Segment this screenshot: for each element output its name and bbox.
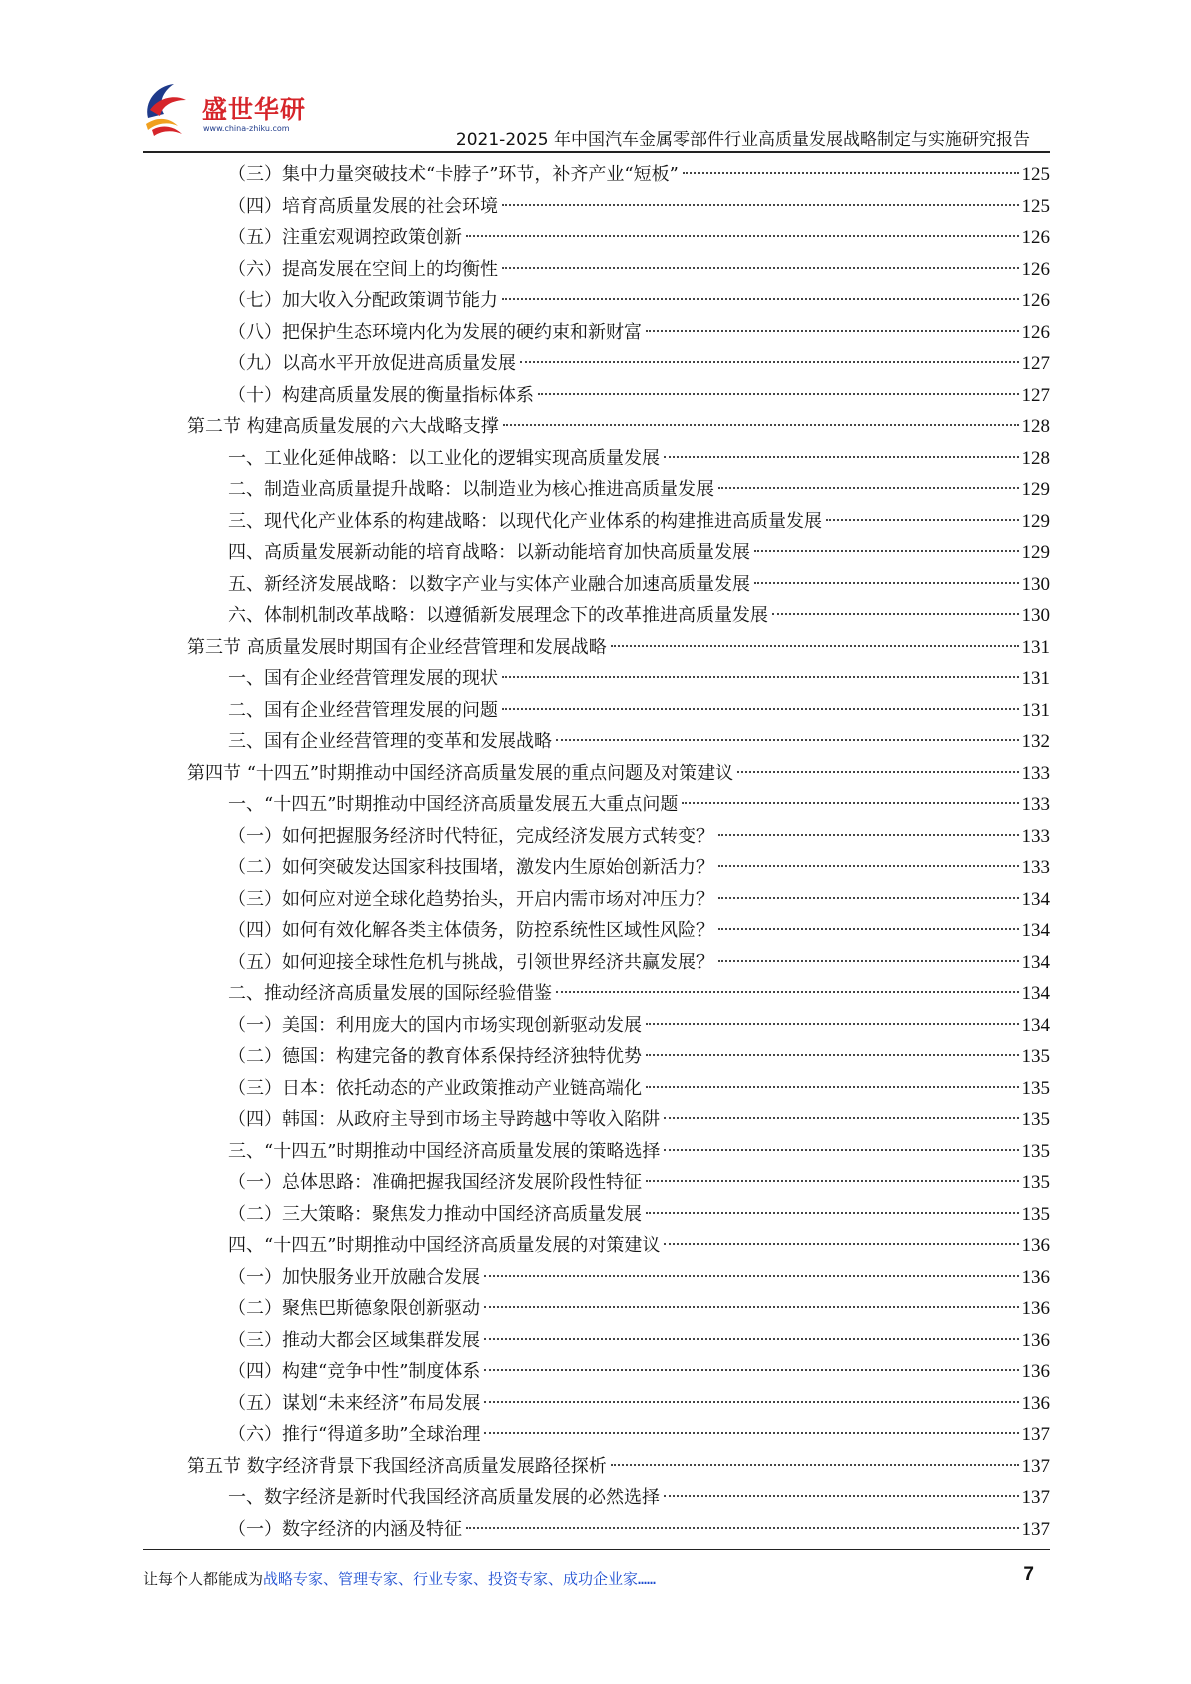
toc-entry-label: （一）数字经济的内涵及特征 [228, 1518, 462, 1540]
toc-entry-label: 二、制造业高质量提升战略：以制造业为核心推进高质量发展 [228, 479, 714, 500]
toc-entry-page: 135 [1021, 1077, 1050, 1099]
toc-entry-label: 三、国有企业经营管理的变革和发展战略 [228, 731, 552, 752]
toc-entry-page: 133 [1021, 857, 1050, 878]
toc-dot-leader [664, 1243, 1018, 1245]
toc-dot-leader [502, 298, 1019, 300]
toc-dot-leader [484, 1338, 1019, 1340]
toc-entry-page: 126 [1021, 290, 1050, 311]
toc-dot-leader [503, 424, 1019, 426]
report-title: 2021-2025 年中国汽车金属零部件行业高质量发展战略制定与实施研究报告 [455, 130, 1030, 150]
toc-entry-page: 135 [1021, 1109, 1050, 1130]
toc-entry[interactable] [187, 569, 1050, 601]
toc-dot-leader [484, 1306, 1019, 1308]
toc-entry[interactable] [187, 1356, 1050, 1388]
toc-entry-label: （十）构建高质量发展的衡量指标体系 [228, 384, 534, 406]
toc-entry-label: （五）谋划“未来经济”布局发展 [228, 1392, 481, 1414]
toc-dot-leader [502, 204, 1019, 206]
toc-entry[interactable] [187, 1167, 1050, 1199]
toc-entry-page: 131 [1021, 668, 1050, 689]
toc-dot-leader [718, 928, 1019, 930]
toc-entry[interactable] [187, 1388, 1050, 1420]
toc-dot-leader [718, 865, 1019, 867]
toc-dot-leader [611, 1464, 1019, 1466]
toc-entry-page: 130 [1021, 605, 1050, 626]
toc-entry[interactable] [187, 821, 1050, 853]
toc-entry-page: 131 [1021, 699, 1050, 721]
toc-entry-page: 136 [1021, 1392, 1050, 1414]
logo-text: 盛世华研 [202, 95, 307, 124]
footer-slogan [143, 1568, 656, 1589]
toc-entry[interactable] [187, 1262, 1050, 1294]
toc-dot-leader [466, 235, 1019, 237]
toc-dot-leader [646, 1086, 1019, 1088]
toc-entry[interactable] [187, 1514, 1050, 1546]
toc-entry[interactable] [187, 1451, 1050, 1483]
toc-dot-leader [502, 708, 1019, 710]
toc-entry-page: 135 [1021, 1203, 1050, 1225]
toc-entry-label: （六）推行“得道多助”全球治理 [228, 1424, 481, 1445]
toc-dot-leader [682, 802, 1018, 804]
toc-entry-page: 126 [1021, 227, 1050, 248]
toc-entry-page: 135 [1021, 1046, 1050, 1067]
toc-entry[interactable] [187, 1199, 1050, 1231]
toc-dot-leader [646, 1180, 1019, 1182]
toc-entry-label: （三）日本：依托动态的产业政策推动产业链高端化 [228, 1077, 642, 1099]
toc-entry[interactable] [187, 537, 1050, 569]
toc-entry[interactable] [187, 443, 1050, 475]
toc-entry-page: 127 [1021, 384, 1050, 406]
toc-dot-leader [718, 960, 1019, 962]
toc-entry-page: 136 [1021, 1361, 1050, 1382]
toc-entry-label: （四）如何有效化解各类主体债务，防控系统性区域性风险？ [228, 920, 714, 941]
toc-entry-page: 128 [1021, 416, 1050, 437]
toc-dot-leader [718, 834, 1019, 836]
toc-entry[interactable] [187, 411, 1050, 443]
toc-dot-leader [611, 645, 1019, 647]
toc-entry[interactable] [187, 663, 1050, 695]
toc-dot-leader [664, 1117, 1019, 1119]
toc-dot-leader [646, 1212, 1019, 1214]
toc-dot-leader [718, 897, 1019, 899]
toc-entry-page: 137 [1021, 1518, 1050, 1540]
toc-entry[interactable] [187, 348, 1050, 380]
toc-entry[interactable] [187, 947, 1050, 979]
toc-entry-label: （三）集中力量突破技术“卡脖子”环节，补齐产业“短板” [228, 164, 679, 185]
toc-dot-leader [754, 582, 1019, 584]
toc-entry-label: （九）以高水平开放促进高质量发展 [228, 353, 516, 374]
toc-entry-label: 第三节 高质量发展时期国有企业经营管理和发展战略 [187, 636, 607, 658]
footer-divider [143, 1549, 1050, 1550]
toc-entry-page: 136 [1021, 1235, 1050, 1256]
toc-entry-page: 137 [1021, 1487, 1050, 1508]
toc-entry-label: （二）聚焦巴斯德象限创新驱动 [228, 1298, 480, 1319]
toc-entry-label: （四）构建“竞争中性”制度体系 [228, 1361, 481, 1382]
toc-entry-label: 三、现代化产业体系的构建战略：以现代化产业体系的构建推进高质量发展 [228, 510, 822, 532]
toc-entry[interactable] [187, 1010, 1050, 1042]
toc-entry-page: 133 [1021, 762, 1050, 784]
toc-entry[interactable] [187, 632, 1050, 664]
toc-dot-leader [484, 1369, 1018, 1371]
toc-entry[interactable] [187, 474, 1050, 506]
toc-entry-label: 二、推动经济高质量发展的国际经验借鉴 [228, 983, 552, 1004]
toc-entry-page: 136 [1021, 1266, 1050, 1288]
toc-entry-page: 134 [1021, 983, 1050, 1004]
toc-dot-leader [502, 676, 1019, 678]
toc-entry-page: 133 [1021, 794, 1050, 815]
toc-entry-label: （一）如何把握服务经济时代特征，完成经济发展方式转变？ [228, 825, 714, 847]
toc-entry-page: 136 [1021, 1298, 1050, 1319]
toc-entry[interactable] [187, 1041, 1050, 1073]
toc-entry[interactable] [187, 285, 1050, 317]
toc-entry-label: （四）韩国：从政府主导到市场主导跨越中等收入陷阱 [228, 1109, 660, 1130]
toc-entry-page: 137 [1021, 1455, 1050, 1477]
toc-entry-page: 132 [1021, 731, 1050, 752]
table-of-contents [187, 159, 1050, 1545]
toc-entry-page: 134 [1021, 951, 1050, 973]
toc-entry-page: 133 [1021, 825, 1050, 847]
toc-entry-label: 五、新经济发展战略：以数字产业与实体产业融合加速高质量发展 [228, 573, 750, 595]
company-logo [140, 80, 320, 150]
toc-entry-label: （三）如何应对逆全球化趋势抬头，开启内需市场对冲压力？ [228, 888, 714, 910]
toc-dot-leader [466, 1527, 1019, 1529]
toc-entry[interactable] [187, 1230, 1050, 1262]
toc-entry[interactable] [187, 1419, 1050, 1451]
toc-entry-label: （四）培育高质量发展的社会环境 [228, 195, 498, 217]
toc-entry[interactable] [187, 1293, 1050, 1325]
toc-entry-label: 一、工业化延伸战略：以工业化的逻辑实现高质量发展 [228, 447, 660, 469]
toc-entry[interactable] [187, 159, 1050, 191]
toc-entry-label: 三、“十四五”时期推动中国经济高质量发展的策略选择 [228, 1140, 661, 1162]
toc-entry-page: 125 [1021, 195, 1050, 217]
toc-entry-page: 131 [1021, 636, 1050, 658]
toc-entry[interactable] [187, 380, 1050, 412]
toc-entry-page: 129 [1021, 542, 1050, 563]
toc-dot-leader [484, 1275, 1019, 1277]
toc-entry-label: （三）推动大都会区域集群发展 [228, 1329, 480, 1351]
toc-entry-label: 第二节 构建高质量发展的六大战略支撑 [187, 416, 499, 437]
toc-entry[interactable] [187, 789, 1050, 821]
toc-dot-leader [664, 1495, 1019, 1497]
toc-entry[interactable] [187, 726, 1050, 758]
toc-entry-label: （五）如何迎接全球性危机与挑战，引领世界经济共赢发展？ [228, 951, 714, 973]
toc-dot-leader [502, 267, 1019, 269]
toc-dot-leader [556, 991, 1019, 993]
toc-entry-label: 四、“十四五”时期推动中国经济高质量发展的对策建议 [228, 1235, 661, 1256]
toc-dot-leader [718, 487, 1019, 489]
toc-dot-leader [737, 771, 1018, 773]
toc-dot-leader [646, 1054, 1019, 1056]
toc-entry[interactable] [187, 506, 1050, 538]
toc-entry-page: 136 [1021, 1329, 1050, 1351]
toc-entry[interactable] [187, 222, 1050, 254]
toc-entry-label: （六）提高发展在空间上的均衡性 [228, 258, 498, 280]
toc-entry-label: 一、“十四五”时期推动中国经济高质量发展五大重点问题 [228, 794, 679, 815]
toc-entry-page: 135 [1021, 1172, 1050, 1193]
toc-entry[interactable] [187, 191, 1050, 223]
page-number: 7 [1023, 1564, 1034, 1585]
toc-entry-page: 134 [1021, 1014, 1050, 1036]
toc-dot-leader [664, 456, 1019, 458]
toc-entry-page: 129 [1021, 510, 1050, 532]
toc-dot-leader [826, 519, 1019, 521]
toc-entry[interactable] [187, 1325, 1050, 1357]
toc-entry-page: 126 [1021, 258, 1050, 280]
toc-entry-page: 126 [1021, 321, 1050, 343]
slogan-highlight: 战略专家、管理专家、行业专家、投资专家、成功企业家…… [263, 1570, 657, 1588]
toc-dot-leader [484, 1401, 1018, 1403]
toc-entry-page: 128 [1021, 447, 1050, 469]
toc-entry-page: 127 [1021, 353, 1050, 374]
toc-entry[interactable] [187, 852, 1050, 884]
toc-entry-label: （五）注重宏观调控政策创新 [228, 227, 462, 248]
logo-emblem-icon [140, 80, 202, 142]
toc-entry[interactable] [187, 758, 1050, 790]
slogan-prefix: 让每个人都能成为 [143, 1570, 264, 1588]
toc-entry-label: （八）把保护生态环境内化为发展的硬约束和新财富 [228, 321, 642, 343]
toc-entry[interactable] [187, 317, 1050, 349]
toc-dot-leader [538, 393, 1019, 395]
toc-dot-leader [646, 330, 1019, 332]
toc-entry-page: 125 [1021, 164, 1050, 185]
toc-entry[interactable] [187, 915, 1050, 947]
toc-entry-label: 一、国有企业经营管理发展的现状 [228, 668, 498, 689]
toc-entry[interactable] [187, 600, 1050, 632]
toc-dot-leader [646, 1023, 1019, 1025]
toc-entry-page: 135 [1021, 1140, 1050, 1162]
toc-entry-label: （二）三大策略：聚焦发力推动中国经济高质量发展 [228, 1203, 642, 1225]
toc-entry[interactable] [187, 1136, 1050, 1168]
toc-entry[interactable] [187, 1104, 1050, 1136]
header-divider [143, 151, 1050, 153]
toc-entry-page: 134 [1021, 888, 1050, 910]
toc-entry-label: 第四节 “十四五”时期推动中国经济高质量发展的重点问题及对策建议 [187, 762, 734, 784]
logo-url: www.china-zhiku.com [203, 124, 290, 133]
toc-dot-leader [772, 613, 1019, 615]
toc-entry-label: （二）德国：构建完备的教育体系保持经济独特优势 [228, 1046, 642, 1067]
toc-entry-label: 一、数字经济是新时代我国经济高质量发展的必然选择 [228, 1487, 660, 1508]
toc-entry[interactable] [187, 695, 1050, 727]
toc-dot-leader [520, 361, 1019, 363]
toc-dot-leader [664, 1149, 1018, 1151]
toc-entry-page: 129 [1021, 479, 1050, 500]
toc-dot-leader [683, 172, 1019, 174]
toc-entry-page: 130 [1021, 573, 1050, 595]
toc-dot-leader [556, 739, 1019, 741]
toc-entry-label: 四、高质量发展新动能的培育战略：以新动能培育加快高质量发展 [228, 542, 750, 563]
toc-entry[interactable] [187, 254, 1050, 286]
toc-entry-label: 六、体制机制改革战略：以遵循新发展理念下的改革推进高质量发展 [228, 605, 768, 626]
toc-entry[interactable] [187, 978, 1050, 1010]
toc-entry-label: （一）总体思路：准确把握我国经济发展阶段性特征 [228, 1172, 642, 1193]
toc-entry[interactable] [187, 884, 1050, 916]
toc-entry-page: 134 [1021, 920, 1050, 941]
toc-entry-label: （一）加快服务业开放融合发展 [228, 1266, 480, 1288]
toc-entry-label: （一）美国：利用庞大的国内市场实现创新驱动发展 [228, 1014, 642, 1036]
toc-dot-leader [484, 1432, 1018, 1434]
toc-entry[interactable] [187, 1482, 1050, 1514]
toc-dot-leader [754, 550, 1019, 552]
toc-entry-label: （二）如何突破发达国家科技围堵，激发内生原始创新活力？ [228, 857, 714, 878]
toc-entry-page: 137 [1021, 1424, 1050, 1445]
toc-entry-label: （七）加大收入分配政策调节能力 [228, 290, 498, 311]
toc-entry-label: 第五节 数字经济背景下我国经济高质量发展路径探析 [187, 1455, 607, 1477]
toc-entry-label: 二、国有企业经营管理发展的问题 [228, 699, 498, 721]
toc-entry[interactable] [187, 1073, 1050, 1105]
